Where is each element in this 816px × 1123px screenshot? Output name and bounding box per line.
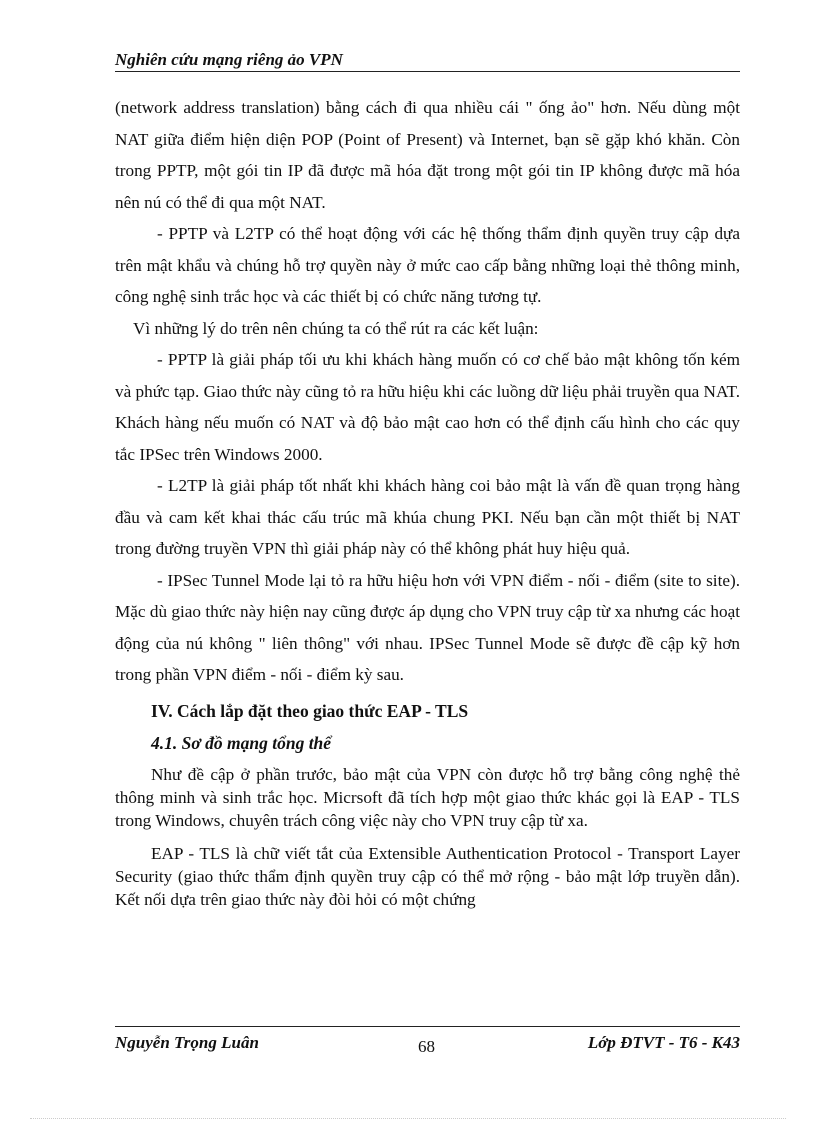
- document-body: [115, 92, 740, 911]
- footer-rule: [115, 1026, 740, 1027]
- header-rule: [115, 71, 740, 72]
- page-number: 68: [418, 1037, 435, 1056]
- footer-class-label: Lớp ĐTVT - T6 - K43: [587, 1033, 740, 1052]
- paragraph-ipsec-conclusion: - IPSec Tunnel Mode lại tỏ ra hữu hiệu hơn với VPN điểm - nối - điểm (site to site). Mặc dù giao thức này hiện nay cũng được áp dụng cho VPN truy cập từ xa nhưng các hoạt động của nú không " liên thông" với nhau. IPSec Tunnel Mode sẽ được đề cập kỹ hơn trong phần VPN điểm - nối - điểm kỳ sau.: [115, 570, 740, 684]
- paragraph-nat-continuation: (network address translation) bằng cách đi qua nhiều cái " ống ảo" hơn. Nếu dùng một NAT giữa điểm hiện diện POP (Point of Present) và Internet, bạn sẽ gặp khó khăn. Còn trong PPTP, một gói tin IP đã được mã hóa đặt trong một gói tin IP không được mã hóa nên nú có thể đi qua một NAT.: [115, 98, 740, 212]
- running-header-title: Nghiên cứu mạng riêng ảo VPN: [115, 50, 343, 69]
- page-edge: [30, 1118, 786, 1119]
- paragraph-l2tp-conclusion: - L2TP là giải pháp tốt nhất khi khách hàng coi bảo mật là vấn đề quan trọng hàng đầu và cam kết khai thác cấu trúc mã khúa chung PKI. Nếu bạn cần một thiết bị NAT trong đường truyền VPN thì giải pháp này có thể không phát huy hiệu quả.: [115, 476, 740, 558]
- subsection-heading: 4.1. Sơ đồ mạng tổng thể: [151, 732, 332, 753]
- paragraph-smartcard-intro: Như đề cập ở phần trước, bảo mật của VPN còn được hỗ trợ bằng công nghệ thẻ thông minh và sinh trắc học. Micrsoft đã tích hợp một giao thức khác gọi là EAP - TLS trong Windows, chuyên trách công việc này cho VPN truy cập từ xa.: [115, 764, 740, 830]
- paragraph-eap-tls-definition: EAP - TLS là chữ viết tắt của Extensible Authentication Protocol - Transport Layer Security (giao thức thẩm định quyền truy cập có thể mở rộng - bảo mật lớp truyền dẫn). Kết nối dựa trên giao thức này đòi hỏi có một chứng: [115, 843, 740, 909]
- section-heading: IV. Cách lắp đặt theo giao thức EAP - TLS: [151, 700, 469, 721]
- paragraph-conclusion-intro: Vì những lý do trên nên chúng ta có thể rút ra các kết luận:: [133, 318, 539, 338]
- paragraph-pptp-l2tp-auth: - PPTP và L2TP có thể hoạt động với các hệ thống thẩm định quyền truy cập dựa trên mật khẩu và chúng hỗ trợ quyền này ở mức cao cấp bằng những loại thẻ thông minh, công nghệ sinh trắc học và các thiết bị có chức năng tương tự.: [115, 224, 740, 306]
- footer-author: Nguyễn Trọng Luân: [115, 1033, 259, 1052]
- paragraph-pptp-conclusion: - PPTP là giải pháp tối ưu khi khách hàng muốn có cơ chế bảo mật không tốn kém và phức tạp. Giao thức này cũng tỏ ra hữu hiệu khi các luồng dữ liệu phải truyền qua NAT. Khách hàng nếu muốn có NAT và độ bảo mật cao hơn có thể định cấu hình cho các quy tắc IPSec trên Windows 2000.: [115, 350, 740, 464]
